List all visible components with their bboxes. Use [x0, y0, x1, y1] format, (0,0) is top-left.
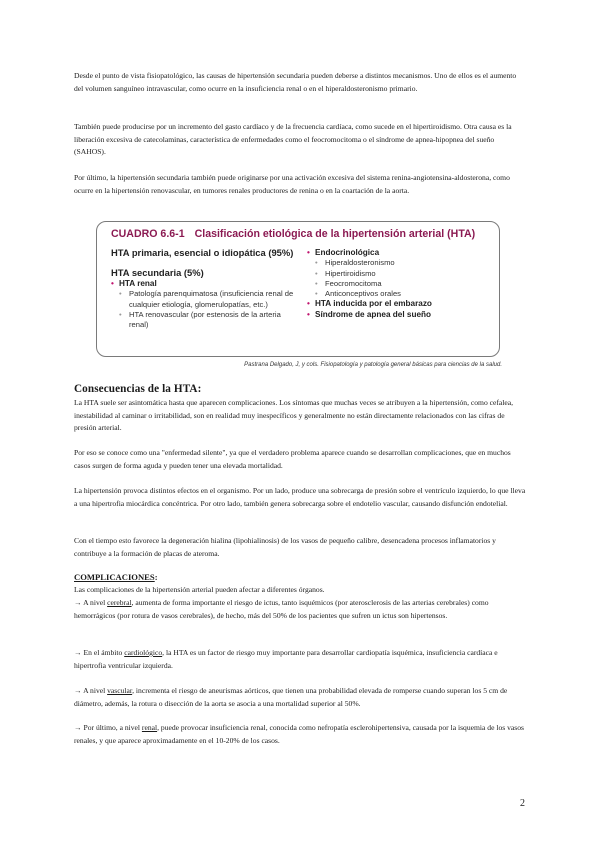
paragraph-asymptomatic: La HTA suele ser asintomática hasta que aparecen complicaciones. Los síntomas que muchas veces se atribuyen a la hipertensión, como cefalea, inestabilidad al caminar o irritabilidad, son en realidad muy inespecíficos y generalmente no están directamente relacionados con las cifras de presión arterial. — [74, 398, 514, 433]
bullet-icon: • — [307, 299, 310, 309]
bullet-icon: • — [315, 278, 318, 288]
bullet-icon: • — [119, 309, 122, 319]
bullet-icon: • — [119, 289, 122, 299]
bullet-icon: • — [307, 248, 310, 257]
primary-hta-label: HTA primaria, esencial o idiopática (95%) — [111, 247, 294, 258]
endocrine-subitem: • Anticonceptivos orales — [315, 289, 401, 299]
complications-heading: COMPLICACIONES: — [74, 572, 158, 582]
classification-box — [96, 221, 500, 357]
renal-hta-item: • HTA renal — [111, 279, 157, 288]
complication-cerebral: → A nivel cerebral, aumenta de forma importante el riesgo de ictus, tanto isquémicos (por aterosclerosis de las arterias cerebrales) como hemorrágicos (por rotura de vasos cerebrales), de hecho, más del 50% de los pacientes que sufren un ictus son hipertensos. — [74, 598, 489, 620]
complications-intro: Las complicaciones de la hipertensión arterial pueden afectar a diferentes órganos. — [74, 585, 325, 594]
secondary-hta-label: HTA secundaria (5%) — [111, 267, 204, 278]
pregnancy-item: • HTA inducida por el embarazo — [307, 299, 432, 309]
bullet-icon: • — [315, 258, 318, 268]
box-left-column — [111, 246, 299, 330]
paragraph-effects: La hipertensión provoca distintos efectos en el organismo. Por un lado, produce una sobrecarga de presión sobre el ventrículo izquierdo, lo que lleva a una hipertrofia miocárdica concéntrica. Por otro lado, también genera sobrecarga sobre el endotelio vascular, causando disfunción endotelial. — [74, 486, 526, 508]
complication-renal: → Por último, a nivel renal, puede provocar insuficiencia renal, conocida como nefropatía esclerohipertensiva, causada por la isquemia de los vasos renales, y que aparece aproximadamente en el 10-20% de los casos. — [74, 723, 524, 745]
complication-vascular: → A nivel vascular, incrementa el riesgo de aneurismas aórticos, que tienen una probabilidad elevada de romperse cuando superan los 5 cm de diámetro, además, la rotura o disección de la aorta se asocia a una mortalidad superior al 50%. — [74, 686, 508, 708]
bullet-icon: • — [307, 309, 310, 319]
bullet-icon: • — [315, 289, 318, 299]
box-number: CUADRO 6.6-1 — [111, 228, 185, 240]
renal-subitem: • HTA renovascular (por estenosis de la arteria renal) — [119, 309, 281, 330]
renal-subitem: • Patología parenquimatosa (insuficiencia renal de cualquier etiología, glomerulopatías, etc.) — [119, 289, 294, 309]
page-number: 2 — [520, 798, 525, 809]
bullet-icon: • — [111, 279, 114, 288]
bullet-icon: • — [315, 268, 318, 278]
endocrine-subitem: • Feocromocitoma — [315, 278, 382, 288]
complication-cardiac: → En el ámbito cardiológico, la HTA es un factor de riesgo muy importante para desarrollar cardiopatía isquémica, insuficiencia cardíaca e hipertrofia ventricular izquierda. — [74, 648, 498, 670]
box-heading: Clasificación etiológica de la hipertensión arterial (HTA) — [194, 228, 476, 240]
box-title — [111, 228, 475, 240]
paragraph-cardiac-output: También puede producirse por un incremento del gasto cardíaco y de la frecuencia cardíaca, como sucede en el hipertiroidismo. Otra causa es la liberación excesiva de catecolaminas, característica de enfermedades como el feocromocitoma o el síndrome de apnea-hipopnea del sueño (SAHOS). — [74, 122, 512, 157]
endocrine-subitem: • Hiperaldosteronismo — [315, 258, 395, 268]
paragraph-mechanisms: Desde el punto de vista fisiopatológico, las causas de hipertensión secundaria pueden deberse a distintos mecanismos. Uno de ellos es el aumento del volumen sanguíneo intravascular, como ocurre en la insuficiencia renal o en el hiperaldosteronismo primario. — [74, 71, 517, 93]
endocrine-item: • Endocrinológica — [307, 248, 380, 257]
paragraph-hyalinosis: Con el tiempo esto favorece la degeneración hialina (lipohialinosis) de los vasos de pequeño calibre, desencadena procesos inflamatorios y contribuye a la formación de placas de ateroma. — [74, 536, 496, 558]
paragraph-raas: Por último, la hipertensión secundaria también puede originarse por una activación excesiva del sistema renina-angiotensina-aldosterona, como ocurre en la hipertensión renovascular, en tumores renales productores de renina o en la coartación de la aorta. — [74, 173, 510, 195]
consequences-heading: Consecuencias de la HTA: — [74, 383, 202, 395]
sleep-apnea-item: • Síndrome de apnea del sueño — [307, 309, 432, 319]
paragraph-silent-disease: Por eso se conoce como una "enfermedad silente", ya que el verdadero problema aparece cuando se desarrollan complicaciones, que en muchos casos surgen de forma aguda y pueden tener una elevada mortalidad. — [74, 448, 511, 470]
endocrine-subitem: • Hipertiroidismo — [315, 268, 376, 278]
box-caption: Pastrana Delgado, J, y cols. Fisiopatología y patología general básicas para ciencias de la salud. — [244, 362, 502, 368]
box-right-column — [307, 246, 497, 320]
